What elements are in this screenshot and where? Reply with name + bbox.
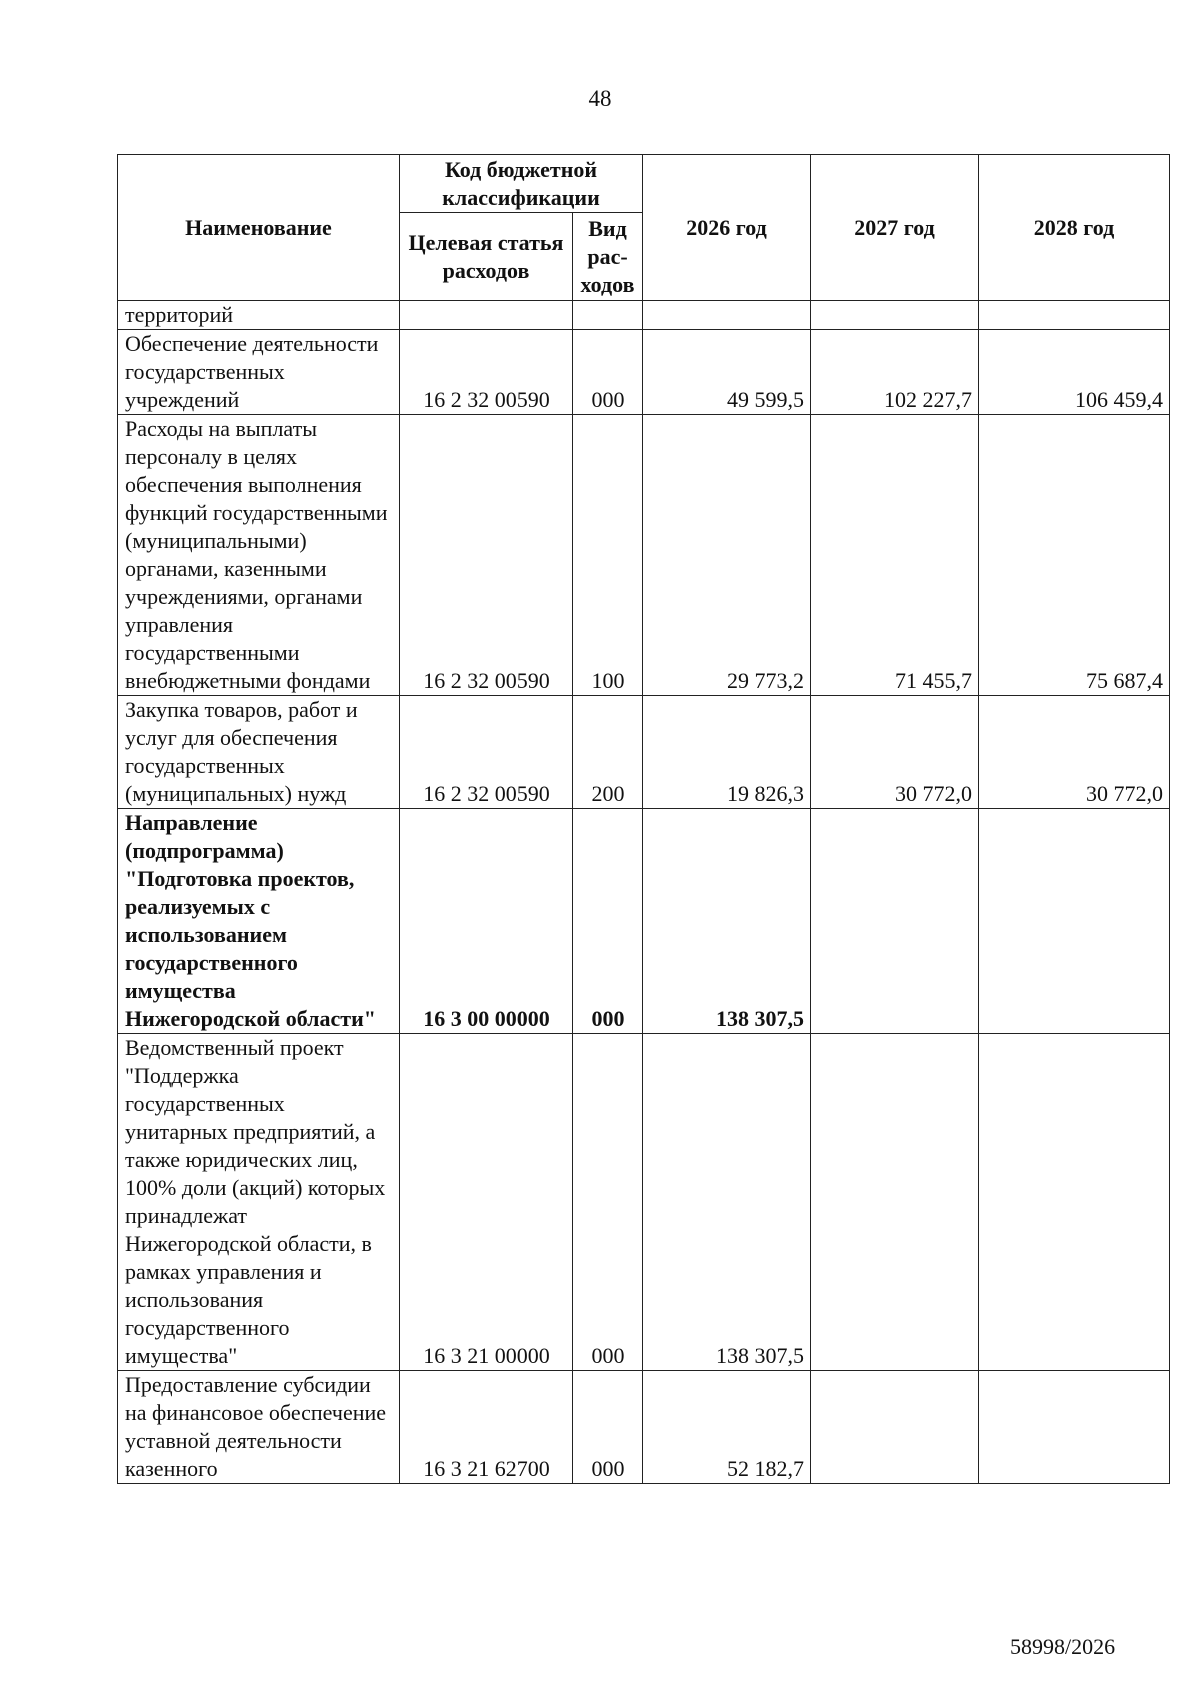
table-row	[118, 1034, 1170, 1371]
header-year-2026: 2026 год	[643, 155, 811, 301]
row-value-2026: 49 599,5	[643, 330, 811, 415]
row-value-2028: 30 772,0	[979, 696, 1170, 809]
row-name: Ведомственный проект "Поддержка государственных унитарных предприятий, а также юридических лиц, 100% доли (акций) которых принадлежат Нижегородской области, в рамках управления и использования государственного имущества"	[118, 1034, 400, 1371]
table-row	[118, 301, 1170, 330]
header-code-group: Код бюджетной классификации	[400, 155, 643, 213]
row-target-article: 16 2 32 00590	[400, 330, 573, 415]
row-value-2027: 102 227,7	[811, 330, 979, 415]
row-value-2027	[811, 1034, 979, 1371]
row-value-2026: 138 307,5	[643, 1034, 811, 1371]
row-name: Закупка товаров, работ и услуг для обеспечения государственных (муниципальных) нужд	[118, 696, 400, 809]
row-value-2026: 19 826,3	[643, 696, 811, 809]
header-name: Наименование	[118, 155, 400, 301]
table-row	[118, 1371, 1170, 1484]
row-target-article: 16 2 32 00590	[400, 696, 573, 809]
table-row	[118, 809, 1170, 1034]
row-value-2026: 138 307,5	[643, 809, 811, 1034]
page-number: 48	[588, 86, 612, 111]
row-name: Направление (подпрограмма) "Подготовка проектов, реализуемых с использованием государственного имущества Нижегородской области"	[118, 809, 400, 1034]
row-name: территорий	[118, 301, 400, 330]
row-value-2027	[811, 809, 979, 1034]
budget-table	[117, 154, 1170, 1484]
header-target-article	[400, 213, 573, 301]
row-value-2026	[643, 301, 811, 330]
row-value-2028	[979, 809, 1170, 1034]
row-value-2027: 30 772,0	[811, 696, 979, 809]
table-row	[118, 415, 1170, 696]
table-body	[118, 301, 1170, 1484]
row-value-2027	[811, 301, 979, 330]
table-header	[118, 155, 1170, 301]
row-target-article: 16 3 00 00000	[400, 809, 573, 1034]
row-target-article: 16 3 21 00000	[400, 1034, 573, 1371]
row-expense-type: 000	[573, 809, 643, 1034]
row-expense-type: 000	[573, 1034, 643, 1371]
header-target-article-rest: расходов	[442, 257, 530, 283]
header-year-2027: 2027 год	[811, 155, 979, 301]
row-value-2028	[979, 1034, 1170, 1371]
row-expense-type	[573, 301, 643, 330]
row-name: Расходы на выплаты персоналу в целях обеспечения выполнения функций государственными (муниципальными) органами, казенными учреждениями, органами управления государственными внебюджетными фондами	[118, 415, 400, 696]
row-value-2026: 52 182,7	[643, 1371, 811, 1484]
row-target-article: 16 2 32 00590	[400, 415, 573, 696]
row-expense-type: 100	[573, 415, 643, 696]
row-expense-type: 000	[573, 1371, 643, 1484]
row-value-2028: 75 687,4	[979, 415, 1170, 696]
row-value-2028: 106 459,4	[979, 330, 1170, 415]
table-row	[118, 330, 1170, 415]
row-expense-type: 000	[573, 330, 643, 415]
row-value-2027	[811, 1371, 979, 1484]
row-expense-type: 200	[573, 696, 643, 809]
row-name: Предоставление субсидии на финансовое обеспечение уставной деятельности казенного	[118, 1371, 400, 1484]
table-row	[118, 696, 1170, 809]
row-value-2028	[979, 301, 1170, 330]
row-target-article: 16 3 21 62700	[400, 1371, 573, 1484]
row-value-2028	[979, 1371, 1170, 1484]
header-year-2028: 2028 год	[979, 155, 1170, 301]
document-number: 58998/2026	[1010, 1634, 1116, 1659]
header-expense-type: Вид рас-ходов	[573, 213, 643, 301]
row-value-2026: 29 773,2	[643, 415, 811, 696]
row-target-article	[400, 301, 573, 330]
row-name: Обеспечение деятельности государственных учреждений	[118, 330, 400, 415]
header-target-article-bold: Целевая статья	[408, 229, 564, 255]
row-value-2027: 71 455,7	[811, 415, 979, 696]
